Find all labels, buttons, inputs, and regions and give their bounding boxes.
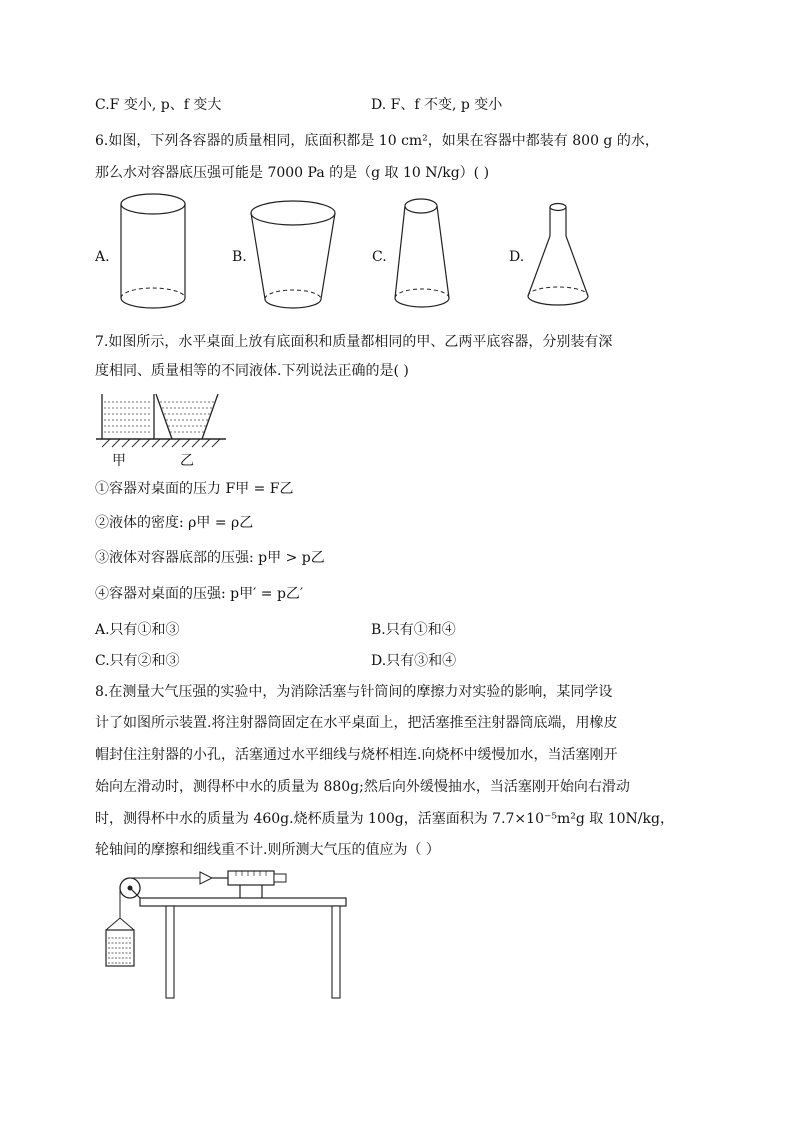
q6-stem-line1: 6.如图，下列各容器的质量相同，底面积都是 10 cm²，如果在容器中都装有 800 g 的水， <box>95 133 659 149</box>
q6-label-c[interactable]: C. <box>372 249 387 265</box>
q7-label-yi: 乙 <box>180 453 194 469</box>
q6-label-a[interactable]: A. <box>95 249 110 265</box>
q8-stem-line2: 计了如图所示装置.将注射器筒固定在水平桌面上，把活塞推至注射器筒底端，用橡皮 <box>95 715 618 731</box>
q8-stem-line5: 时，测得杯中水的质量为 460g.烧杯质量为 100g，活塞面积为 7.7×10⁻⁵m²g 取 10N/kg， <box>95 811 674 827</box>
q5-option-d[interactable]: D. F、f 不变, p 变小 <box>371 97 503 113</box>
q6-label-d[interactable]: D. <box>509 249 525 265</box>
q8-stem-line1: 8.在测量大气压强的实验中，为消除活塞与针筒间的摩擦力对实验的影响，某同学设 <box>95 684 613 700</box>
q5-option-c[interactable]: C.F 变小, p、f 变大 <box>95 97 222 113</box>
q7-stem-line1: 7.如图所示，水平桌面上放有底面积和质量都相同的甲、乙两平底容器，分别装有深 <box>95 334 613 350</box>
q7-statement-3: ③液体对容器底部的压强: p甲 > p乙 <box>95 550 325 566</box>
q7-statement-2: ②液体的密度: ρ甲 = ρ乙 <box>95 515 254 531</box>
q7-option-a[interactable]: A.只有①和③ <box>95 622 180 638</box>
q8-stem-line4: 始向左滑动时，测得杯中水的质量为 880g;然后向外缓慢抽水，当活塞刚开始向右滑动 <box>95 779 630 795</box>
q7-option-b[interactable]: B.只有①和④ <box>371 622 456 638</box>
q7-label-jia: 甲 <box>112 453 126 469</box>
q7-containers-figure <box>96 392 226 448</box>
q7-statement-1: ①容器对桌面的压力 F甲 = F乙 <box>95 481 294 497</box>
container-a-cylinder-figure <box>115 192 195 312</box>
q6-label-b[interactable]: B. <box>232 249 247 265</box>
syringe-apparatus-figure <box>100 868 360 1003</box>
q7-option-c[interactable]: C.只有②和③ <box>95 653 180 669</box>
q8-stem-line3: 帽封住注射器的小孔，活塞通过水平细线与烧杯相连.向烧杯中缓慢加水，当活塞刚开 <box>95 747 618 763</box>
container-b-cup-figure <box>245 195 345 315</box>
q6-stem-line2: 那么水对容器底压强可能是 7000 Pa 的是（g 取 10 N/kg）( ) <box>95 165 490 181</box>
container-c-cone-figure <box>385 190 475 315</box>
q7-option-d[interactable]: D.只有③和④ <box>371 653 457 669</box>
q7-stem-line2: 度相同、质量相等的不同液体.下列说法正确的是( ) <box>95 363 409 379</box>
q7-statement-4: ④容器对桌面的压强: p甲′ = p乙′ <box>95 586 304 602</box>
container-d-flask-figure <box>520 198 600 313</box>
q8-stem-line6: 轮轴间的摩擦和细线重不计.则所测大气压的值应为（ ） <box>95 842 440 858</box>
